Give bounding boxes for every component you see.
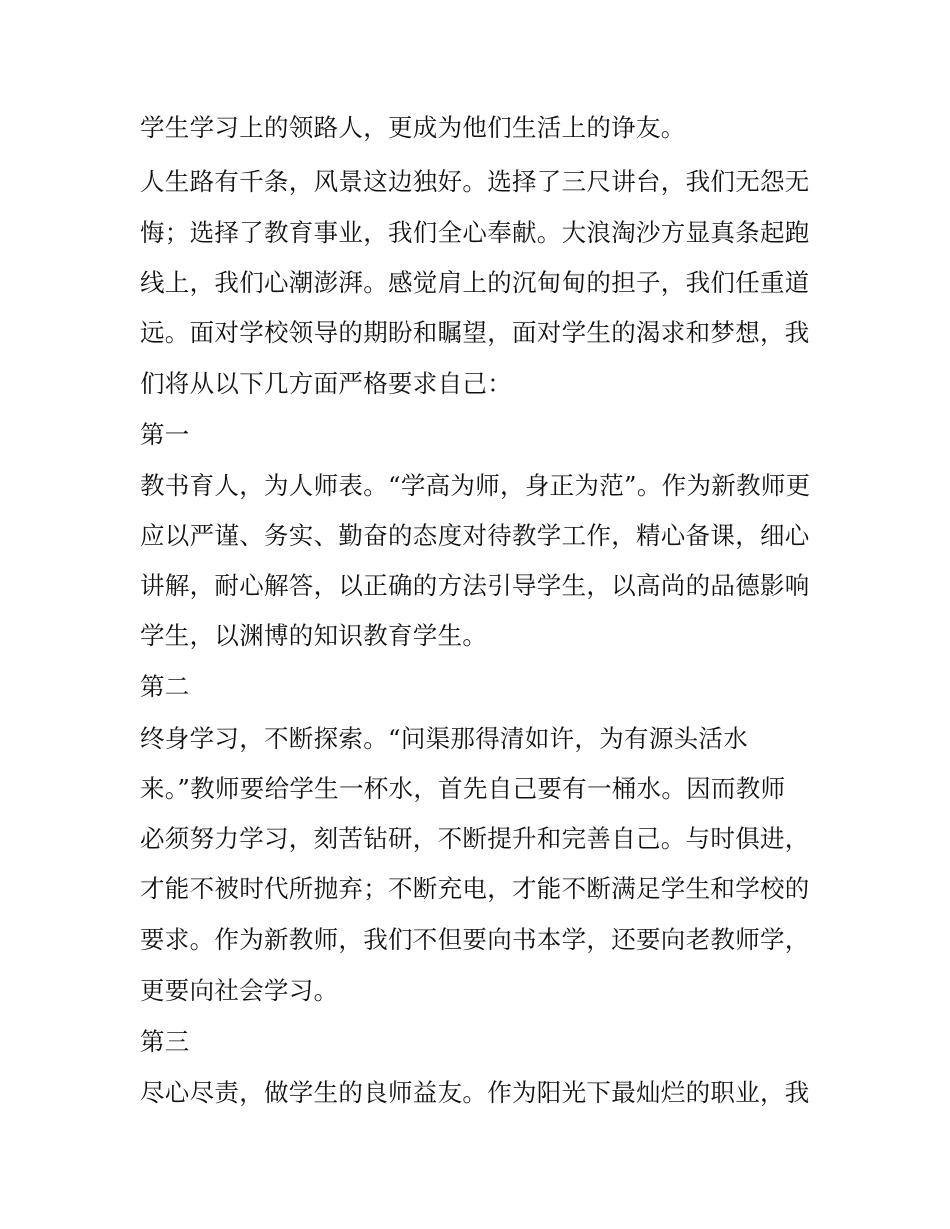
text-line: 尽心尽责，做学生的良师益友。作为阳光下最灿烂的职业，我 <box>140 1078 810 1107</box>
text-line: 远。面对学校领导的期盼和瞩望，面对学生的渴求和梦想，我 <box>140 318 810 347</box>
text-line: 悔；选择了教育事业，我们全心奉献。大浪淘沙方显真条起跑 <box>140 218 810 247</box>
section-heading: 第三 <box>140 1027 190 1056</box>
text-line: 人生路有千条，风景这边独好。选择了三尺讲台，我们无怨无 <box>140 167 810 196</box>
text-line: 讲解，耐心解答，以正确的方法引导学生，以高尚的品德影响 <box>140 571 810 600</box>
text-line: 必须努力学习，刻苦钻研，不断提升和完善自己。与时俱进， <box>140 824 810 853</box>
text-line: 更要向社会学习。 <box>140 976 339 1005</box>
text-line: 才能不被时代所抛弃；不断充电，才能不断满足学生和学校的 <box>140 874 810 903</box>
text-line: 终身学习，不断探索。“问渠那得清如许，为有源头活水 <box>140 724 749 753</box>
text-line: 线上，我们心潮澎湃。感觉肩上的沉甸甸的担子，我们任重道 <box>140 268 810 297</box>
text-line: 来。”教师要给学生一杯水，首先自己要有一桶水。因而教师 <box>140 774 786 803</box>
section-heading: 第一 <box>140 420 190 449</box>
text-line: 学生，以渊博的知识教育学生。 <box>140 621 488 650</box>
section-heading: 第二 <box>140 672 190 701</box>
text-line: 学生学习上的领路人，更成为他们生活上的诤友。 <box>140 113 686 142</box>
text-line: 教书育人，为人师表。“学高为师，身正为范”。作为新教师更 <box>140 471 811 500</box>
text-line: 应以严谨、务实、勤奋的态度对待教学工作，精心备课，细心 <box>140 521 810 550</box>
text-line: 们将从以下几方面严格要求自己： <box>140 369 512 398</box>
text-line: 要求。作为新教师，我们不但要向书本学，还要向老教师学， <box>140 925 810 954</box>
